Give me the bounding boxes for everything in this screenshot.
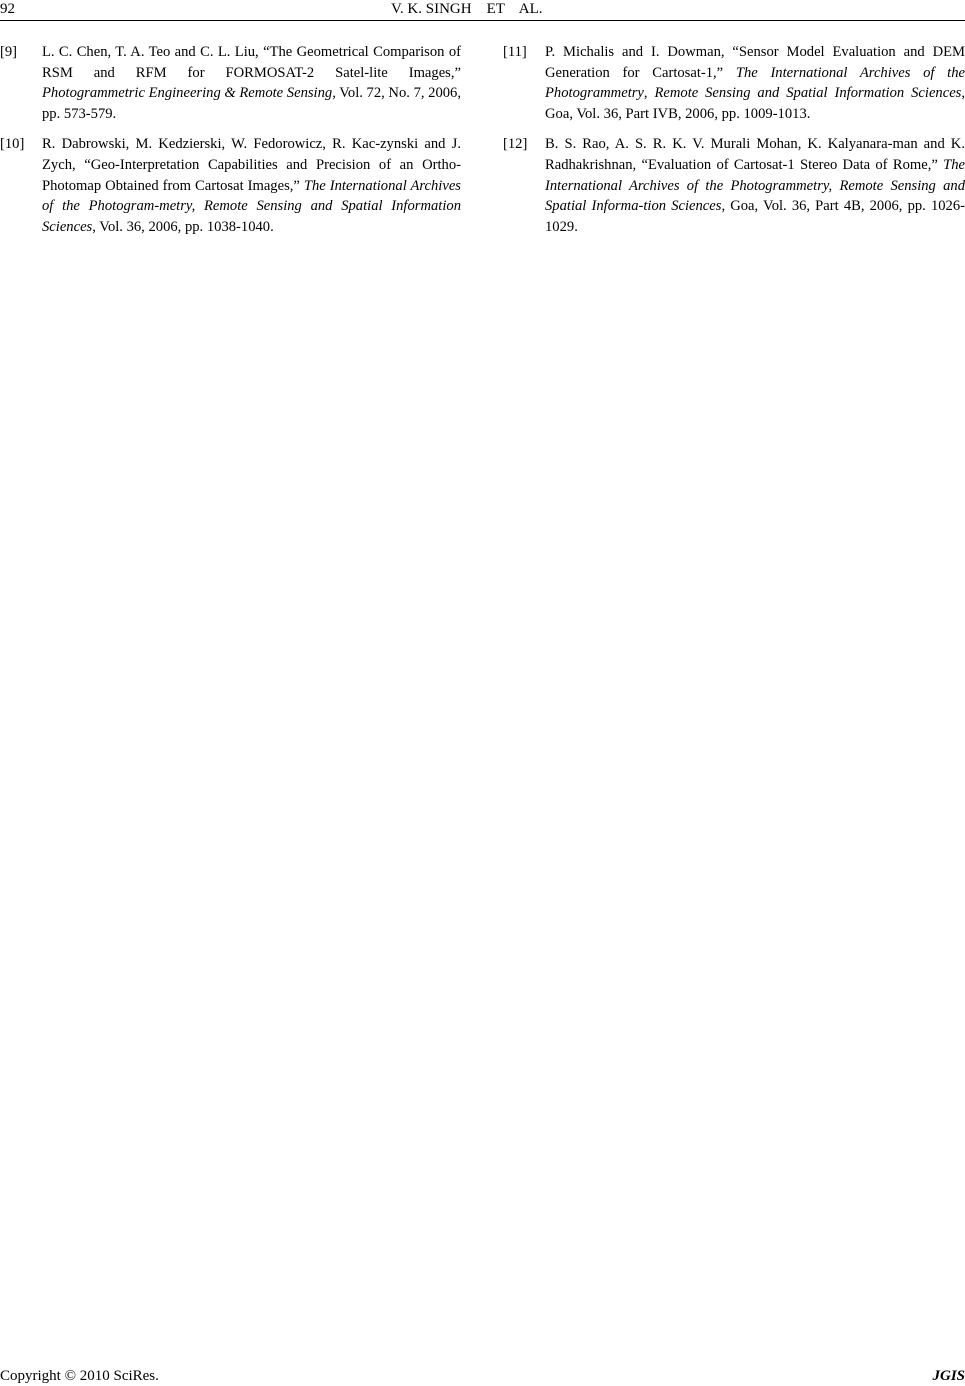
references-right-column [503, 42, 965, 247]
reference-number: [12] [503, 136, 528, 153]
journal-abbreviation: JGIS [932, 1368, 965, 1384]
reference-segment: , [643, 85, 655, 102]
reference-text [42, 42, 461, 124]
reference-entry [0, 42, 461, 124]
reference-source-title: The International Archives of the Photogram-metry, Remote Sensing and Spatial Information Sciences [42, 177, 461, 235]
header-rule [0, 20, 965, 21]
reference-number: [10] [0, 136, 25, 153]
reference-source-title: Remote Sensing and Spatial Information Sciences [654, 85, 962, 102]
reference-source-title: Photogrammetric Engineering & Remote Sensing [42, 85, 333, 102]
reference-segment: , Vol. 72, No. 7, 2006, pp. 573-579. [42, 85, 461, 122]
reference-segment: L. C. Chen, T. A. Teo and C. L. Liu, “The Geometrical Comparison of RSM and RFM for FORMOSAT-2 Satel-lite Images,” [42, 44, 461, 81]
reference-entry [503, 42, 965, 124]
reference-text [42, 134, 461, 237]
page-number: 92 [0, 1, 15, 17]
reference-number: [9] [0, 44, 18, 60]
reference-segment: B. S. Rao, A. S. R. K. V. Murali Mohan, K. Kalyanara-man and K. Radhakrishnan, “Evaluation of Cartosat-1 Stereo Data of Rome,” [545, 136, 965, 173]
running-head: V. K. SINGH ET AL. [391, 1, 543, 17]
reference-segment: P. Michalis and I. Dowman, “Sensor Model Evaluation and DEM Generation for Cartosat-1,” [545, 44, 965, 81]
reference-entry [503, 134, 965, 237]
reference-source-title: The International Archives of the Photogrammetry [545, 64, 965, 102]
reference-entry [0, 134, 461, 237]
reference-segment: , Vol. 36, 2006, pp. 1038-1040. [92, 218, 274, 235]
reference-text [545, 42, 965, 124]
reference-segment: , Goa, Vol. 36, Part 4B, 2006, pp. 1026-1029. [545, 198, 965, 235]
reference-text [545, 134, 965, 237]
copyright-notice: Copyright © 2010 SciRes. [0, 1368, 159, 1384]
reference-segment: , Goa, Vol. 36, Part IVB, 2006, pp. 1009-1013. [545, 85, 965, 122]
reference-number: [11] [503, 44, 527, 60]
reference-source-title: The International Archives of the Photogrammetry, Remote Sensing and Spatial Informa-tion Sciences [545, 156, 965, 215]
reference-segment: R. Dabrowski, M. Kedzierski, W. Fedorowicz, R. Kac-zynski and J. Zych, “Geo-Interpretation Capabilities and Precision of an Ortho-Photomap Obtained from Cartosat Images,” [42, 136, 461, 194]
references-left-column [0, 42, 461, 247]
